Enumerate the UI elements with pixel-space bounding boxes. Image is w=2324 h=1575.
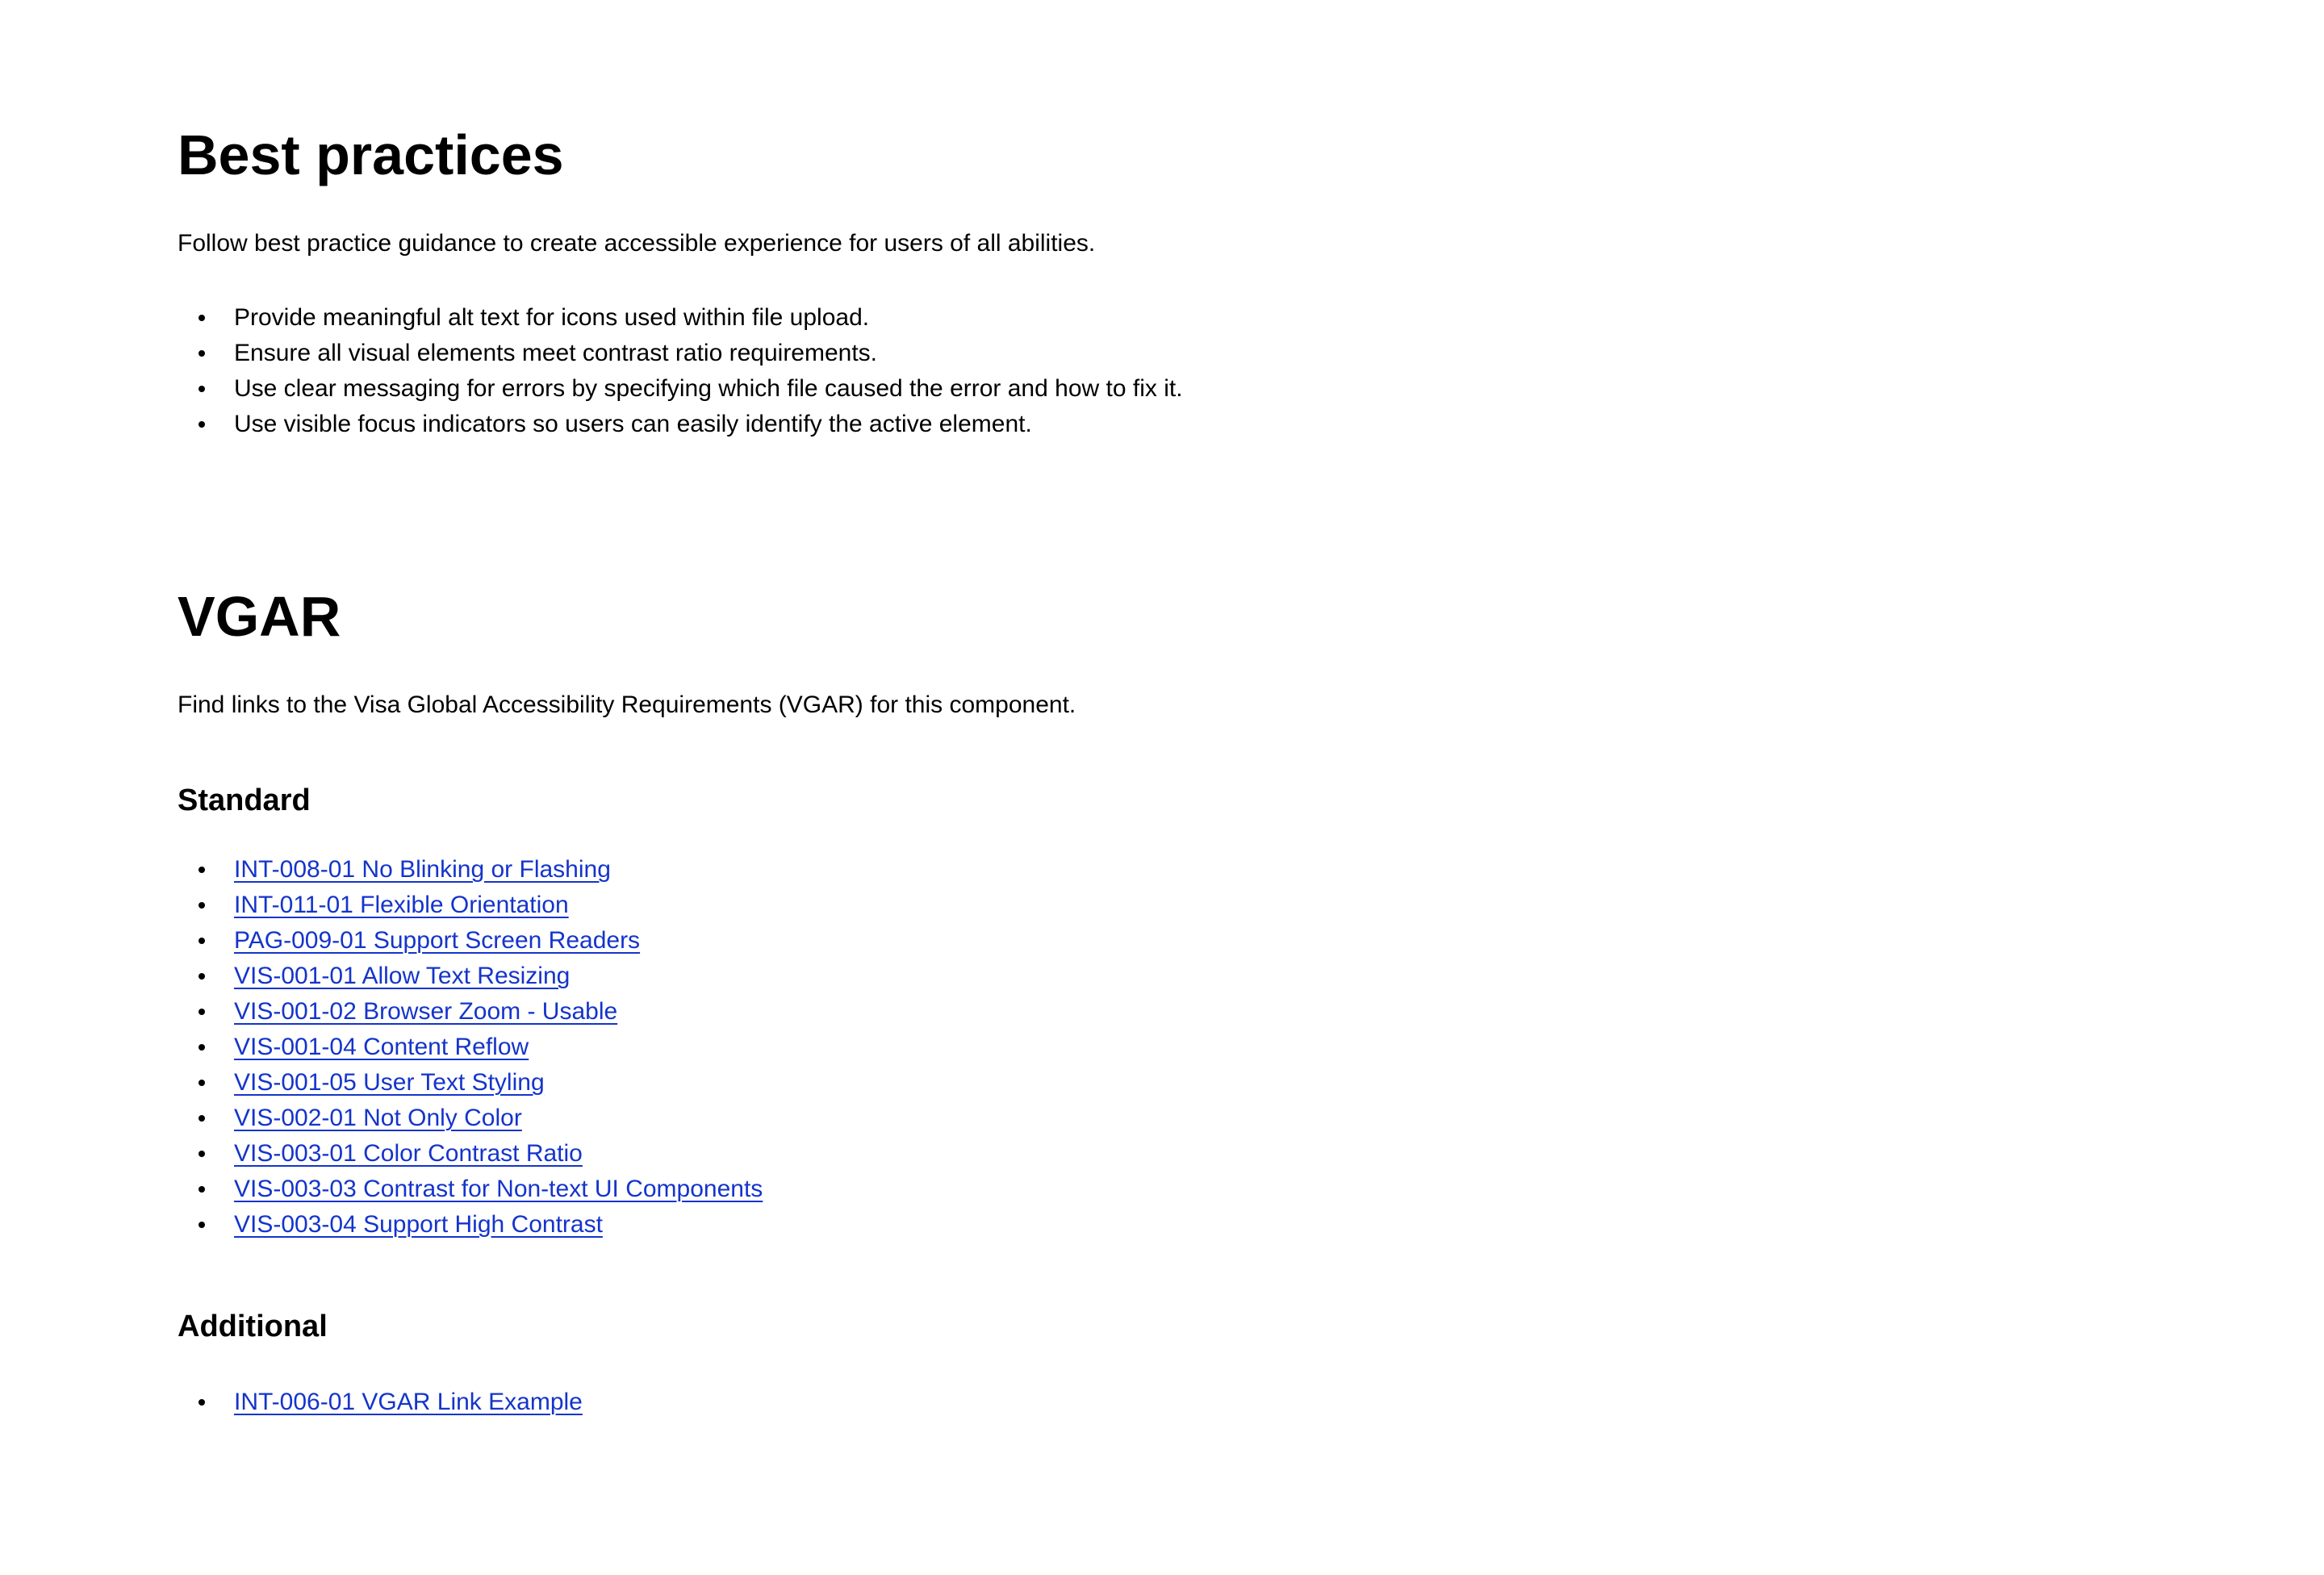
best-practices-list [178, 300, 1614, 442]
vgar-intro: Find links to the Visa Global Accessibility Requirements (VGAR) for this component. [178, 691, 1076, 718]
vgar-link[interactable]: PAG-009-01 Support Screen Readers [234, 927, 641, 954]
bullet-icon [199, 973, 205, 980]
vgar-link[interactable]: VIS-002-01 Not Only Color [234, 1105, 522, 1131]
best-practice-item [178, 407, 1614, 442]
vgar-standard-link-item [178, 994, 1614, 1030]
best-practice-item [178, 300, 1614, 336]
vgar-link[interactable]: VIS-003-01 Color Contrast Ratio [234, 1140, 583, 1167]
vgar-standard-link-item [178, 1136, 1614, 1172]
best-practices-heading: Best practices [178, 123, 564, 186]
bullet-icon [199, 1399, 205, 1406]
vgar-standard-link-item [178, 923, 1614, 959]
additional-subheading: Additional [178, 1310, 328, 1343]
bullet-icon [199, 1044, 205, 1051]
vgar-standard-link-list [178, 852, 1614, 1243]
bullet-icon [199, 1009, 205, 1015]
bullet-icon [199, 421, 205, 428]
vgar-link[interactable]: INT-008-01 No Blinking or Flashing [234, 856, 611, 883]
bullet-icon [199, 867, 205, 873]
standard-subheading: Standard [178, 783, 311, 817]
vgar-standard-link-item [178, 888, 1614, 923]
vgar-link[interactable]: VIS-003-04 Support High Contrast [234, 1211, 603, 1238]
bullet-icon [199, 386, 205, 392]
bullet-icon [199, 902, 205, 909]
vgar-link[interactable]: INT-006-01 VGAR Link Example [234, 1389, 583, 1415]
best-practice-text: Ensure all visual elements meet contrast ratio requirements. [234, 340, 878, 366]
vgar-standard-link-item [178, 1207, 1614, 1243]
bullet-icon [199, 1151, 205, 1157]
bullet-icon [199, 1222, 205, 1228]
bullet-icon [199, 1186, 205, 1193]
vgar-standard-link-item [178, 1065, 1614, 1101]
best-practice-text: Provide meaningful alt text for icons used within file upload. [234, 304, 870, 331]
best-practice-text: Use clear messaging for errors by specifying which file caused the error and how to fix it. [234, 375, 1183, 402]
vgar-heading: VGAR [178, 585, 341, 648]
vgar-section [178, 583, 1614, 1420]
bullet-icon [199, 315, 205, 321]
best-practice-text: Use visible focus indicators so users can easily identify the active element. [234, 411, 1032, 437]
vgar-link[interactable]: INT-011-01 Flexible Orientation [234, 892, 569, 918]
best-practices-section [178, 121, 1614, 442]
vgar-standard-link-item [178, 959, 1614, 994]
vgar-standard-link-item [178, 1172, 1614, 1207]
vgar-standard-link-item [178, 1101, 1614, 1136]
vgar-link[interactable]: VIS-001-05 User Text Styling [234, 1069, 545, 1096]
bullet-icon [199, 1115, 205, 1122]
vgar-link[interactable]: VIS-001-01 Allow Text Resizing [234, 963, 571, 989]
bullet-icon [199, 1080, 205, 1086]
vgar-additional-link-list [178, 1385, 1614, 1420]
bullet-icon [199, 350, 205, 357]
vgar-link[interactable]: VIS-003-03 Contrast for Non-text UI Components [234, 1176, 763, 1202]
vgar-standard-link-item [178, 1030, 1614, 1065]
best-practice-item [178, 371, 1614, 407]
best-practice-item [178, 336, 1614, 371]
best-practices-intro: Follow best practice guidance to create accessible experience for users of all abilities. [178, 230, 1096, 257]
vgar-standard-link-item [178, 852, 1614, 888]
vgar-additional-link-item [178, 1385, 1614, 1420]
bullet-icon [199, 938, 205, 944]
vgar-link[interactable]: VIS-001-02 Browser Zoom - Usable [234, 998, 618, 1025]
vgar-link[interactable]: VIS-001-04 Content Reflow [234, 1034, 529, 1060]
